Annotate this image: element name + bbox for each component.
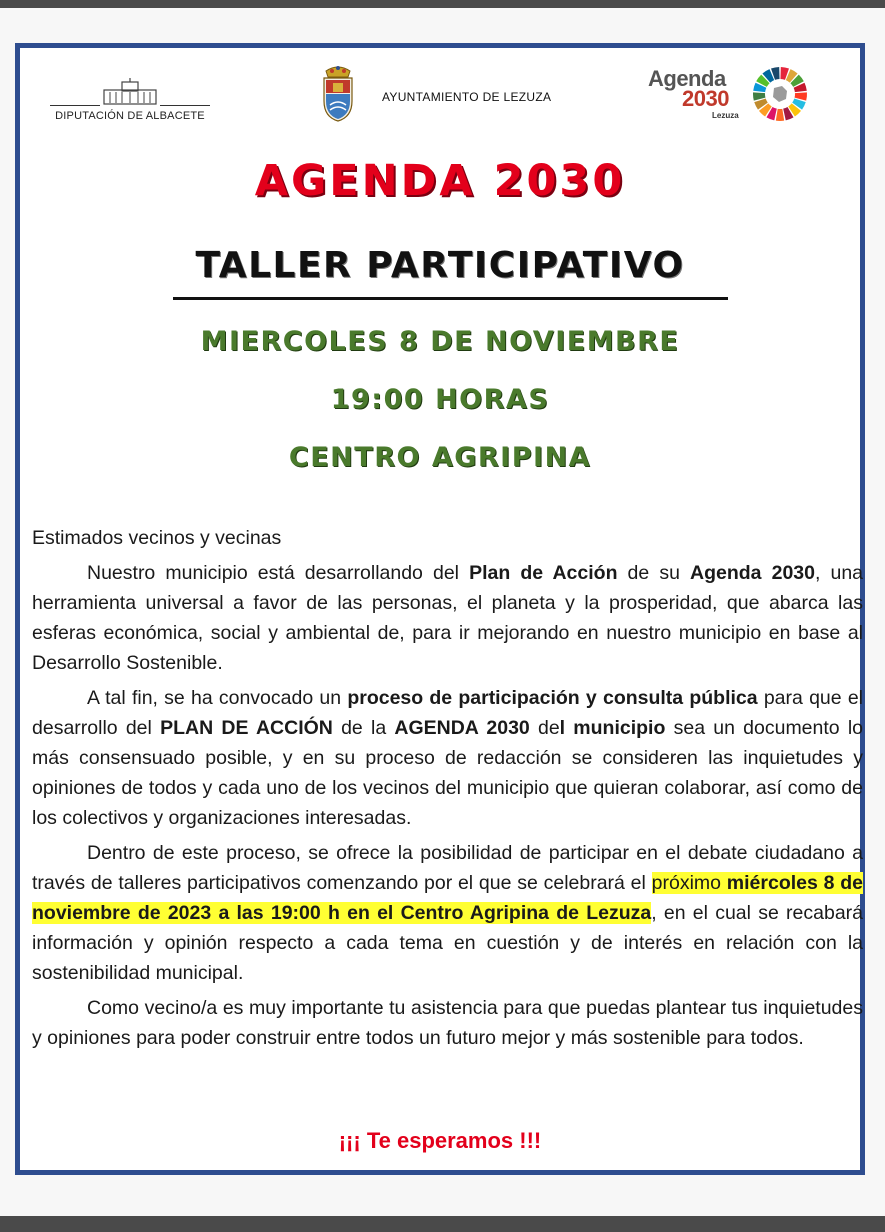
- sdg-wheel-icon: [752, 66, 808, 122]
- subtitle: TALLER PARTICIPATIVO: [195, 245, 685, 286]
- text-run: de: [529, 717, 560, 739]
- agenda-logo-year: 2030: [682, 86, 729, 111]
- paragraph-3: [32, 838, 863, 988]
- divider-right: [160, 105, 210, 106]
- agenda-logo-place: Lezuza: [712, 111, 739, 120]
- paragraph-2: [32, 683, 863, 833]
- poster-frame: [15, 43, 865, 1175]
- top-bar: [0, 0, 885, 8]
- subtitle-underline: [173, 297, 728, 300]
- text-run: para que el desarrollo del: [32, 687, 863, 739]
- bold-run: proceso de participación y consulta pública: [347, 687, 758, 709]
- bottom-bar: [0, 1216, 885, 1232]
- main-title: AGENDA 2030: [254, 156, 626, 206]
- sdg-wheel-segment: [776, 109, 784, 121]
- event-place: CENTRO AGRIPINA: [288, 442, 592, 473]
- closing-message: ¡¡¡ Te esperamos !!!: [338, 1128, 542, 1153]
- divider-left: [50, 105, 100, 106]
- highlighted-bold-run: miércoles 8 de noviembre de 2023 a las 19:00 h en el Centro Agripina de Lezuza: [32, 872, 863, 924]
- text-run: , en el cual se recabará información y opinión respecto a cada tema en cuestión y de interés en relación con la sostenibilidad municipal.: [32, 902, 863, 984]
- paragraph-4: Como vecino/a es muy importante tu asistencia para que puedas plantear tus inquietudes y opiniones para poder construir entre todos un futuro mejor y más sostenible para todos.: [32, 997, 863, 1049]
- coat-of-arms-icon: [320, 65, 356, 123]
- text-run: A tal fin, se ha convocado un: [87, 687, 348, 709]
- paragraph-1: [32, 558, 863, 678]
- highlighted-run: próximo: [651, 872, 727, 894]
- agenda-2030-logo: [648, 66, 808, 128]
- bold-run: PLAN DE ACCIÓN: [160, 717, 333, 739]
- bold-run: l municipio: [559, 717, 666, 739]
- building-icon: [102, 78, 158, 106]
- ayuntamiento-label: AYUNTAMIENTO DE LEZUZA: [382, 90, 552, 104]
- event-time: 19:00 HORAS: [330, 384, 550, 415]
- agenda-logo-word: Agenda: [648, 66, 726, 91]
- diputacion-logo: [50, 78, 210, 128]
- diputacion-label: DIPUTACIÓN DE ALBACETE: [55, 110, 205, 122]
- greeting: Estimados vecinos y vecinas: [32, 527, 282, 549]
- event-date: MIERCOLES 8 DE NOVIEMBRE: [200, 326, 680, 357]
- bold-run: Agenda 2030: [690, 562, 815, 584]
- text-run: de la: [332, 717, 395, 739]
- bold-run: Plan de Acción: [469, 562, 618, 584]
- text-run: sea un documento lo más consensuado posible, y en su proceso de redacción se consideren las inquietudes y opiniones de todos y cada uno de los vecinos del municipio que quieran colaborar, así como de los colectivos y organizaciones interesadas.: [32, 717, 864, 829]
- text-run: Dentro de este proceso, se ofrece la posibilidad de participar en el debate ciudadano a través de talleres participativos comenzando por el que se celebrará el: [32, 842, 863, 894]
- text-run: Nuestro municipio está desarrollando del: [87, 562, 470, 584]
- letter-body: [32, 523, 863, 1053]
- bold-run: AGENDA 2030: [394, 717, 530, 739]
- text-run: de su: [617, 562, 691, 584]
- text-run: , una herramienta universal a favor de las personas, el planeta y la prosperidad, que abarca las esferas económica, social y ambiental de, para ir mejorando en nuestro municipio en base al Desarrollo Sostenible.: [32, 562, 864, 674]
